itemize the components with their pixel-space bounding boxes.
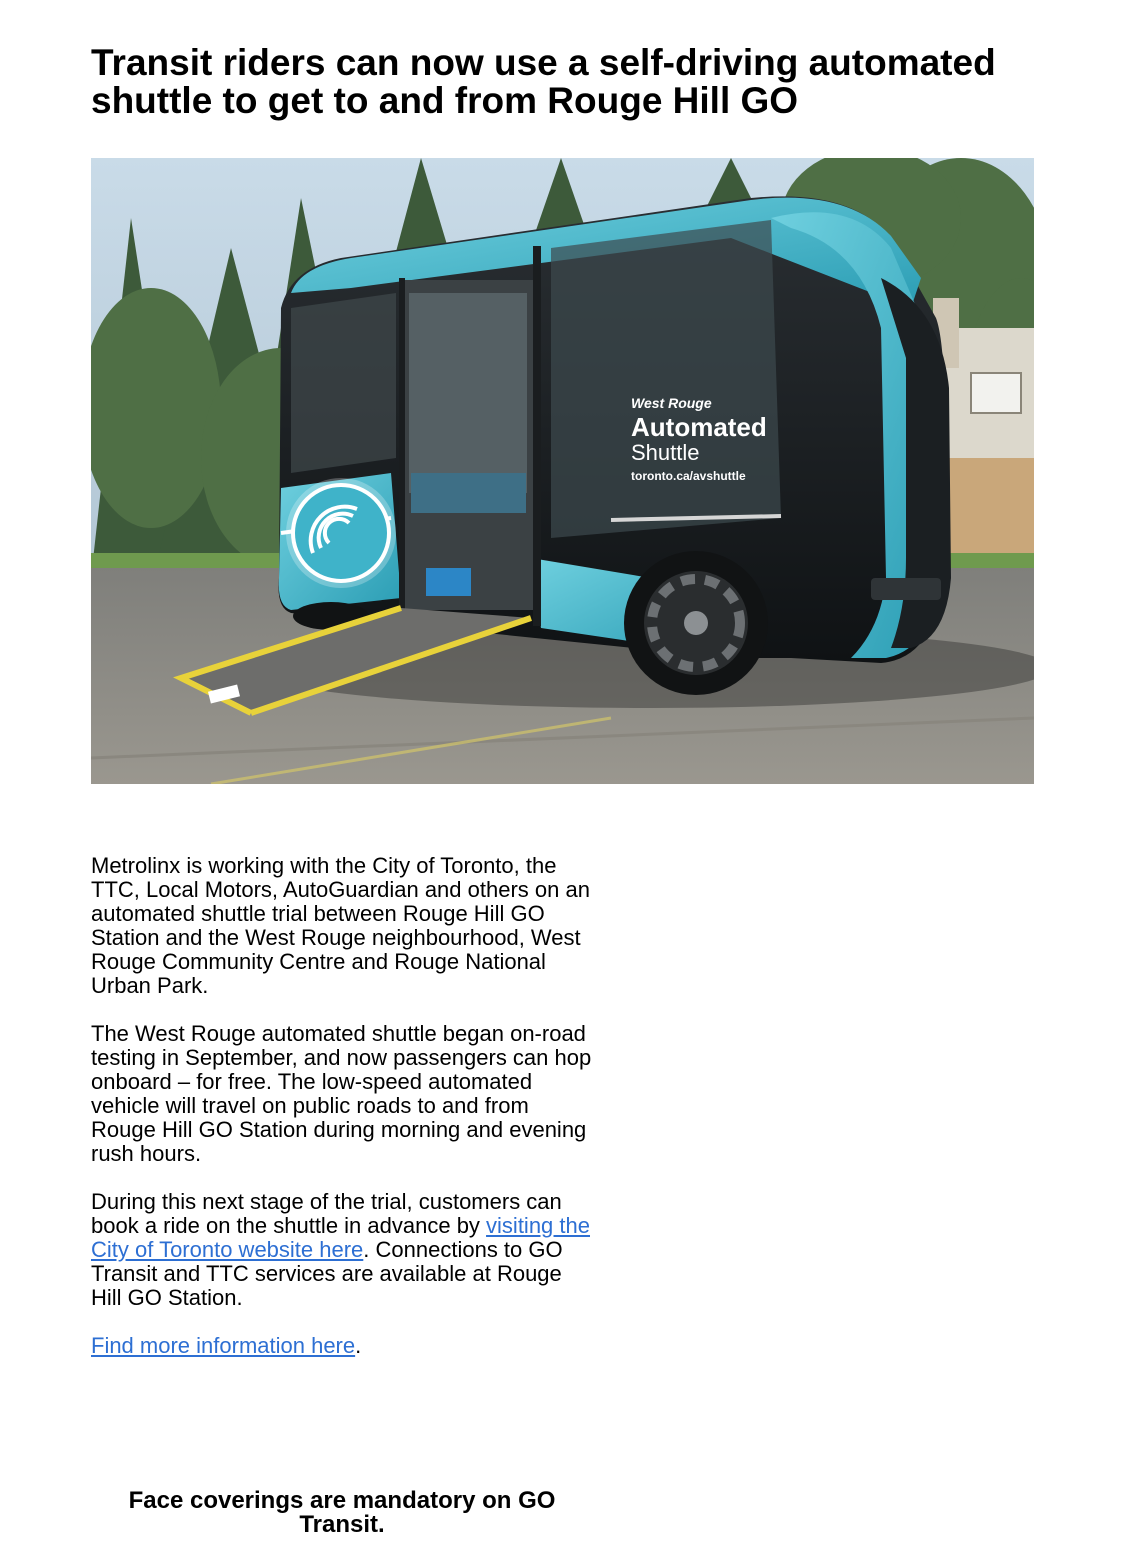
decal-line2: Automated [631, 412, 767, 442]
decal-url: toronto.ca/avshuttle [631, 469, 746, 483]
article-body [91, 854, 596, 1382]
paragraph-more-info [91, 1334, 596, 1358]
decal-line1: West Rouge [631, 395, 712, 411]
shuttle-photo [91, 158, 1034, 784]
booking-text-before: During this next stage of the trial, customers can book a ride on the shuttle in advance by [91, 1189, 562, 1238]
city-website-link[interactable]: visiting the City of Toronto website here [91, 1213, 590, 1262]
paragraph-partners: Metrolinx is working with the City of Toronto, the TTC, Local Motors, AutoGuardian and others on an automated shuttle trial between Rouge Hill GO Station and the West Rouge neighbourhood, West Rouge Community Centre and Rouge National Urban Park. [91, 853, 590, 998]
more-info-period: . [355, 1333, 362, 1358]
face-covering-notice: Face coverings are mandatory on GO Transit. [128, 1487, 556, 1538]
article-title: Transit riders can now use a self-driving automated shuttle to get to and from Rouge Hill GO [91, 42, 996, 121]
decal-line3: Shuttle [631, 440, 700, 465]
more-info-link[interactable]: Find more information here [91, 1333, 356, 1358]
paragraph-booking [91, 1190, 596, 1310]
booking-text-after: . Connections to GO Transit and TTC services are available at Rouge Hill GO Station. [91, 1237, 563, 1310]
paragraph-service: The West Rouge automated shuttle began on-road testing in September, and now passengers can hop onboard – for free. The low-speed automated vehicle will travel on public roads to and from Rouge Hill GO Station during morning and evening rush hours. [91, 1021, 592, 1166]
